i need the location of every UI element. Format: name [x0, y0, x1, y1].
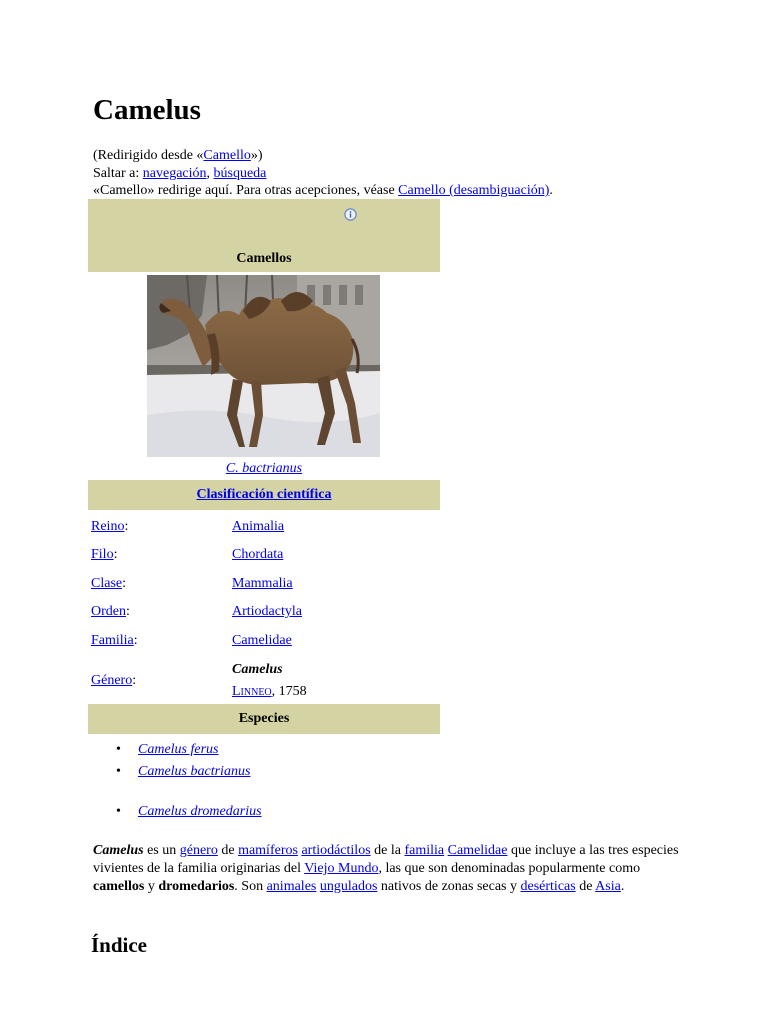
authority-year: , 1758	[271, 684, 307, 699]
intro-text: nativos de zonas secas y	[377, 879, 521, 894]
rank-colon: :	[133, 633, 138, 648]
taxonomy-value-reino	[232, 518, 284, 536]
taxonomy-value-filo	[232, 546, 283, 564]
genus-name: Camelus	[232, 662, 283, 677]
hatnote-text: «Camello» redirige aquí. Para otras acepciones, véase	[93, 183, 399, 198]
mamiferos-link[interactable]: mamíferos	[238, 843, 298, 858]
intro-text: de la	[370, 843, 405, 858]
intro-genus: Camelus	[93, 843, 144, 858]
toc-heading: Índice	[91, 933, 148, 957]
value-link[interactable]: Mammalia	[232, 576, 293, 591]
taxonomy-rank-orden	[91, 603, 130, 621]
value-link[interactable]: Camelidae	[232, 633, 292, 648]
taxonomy-rank-genero	[91, 672, 136, 690]
value-link[interactable]: Artiodactyla	[232, 604, 302, 619]
jump-separator: ,	[206, 166, 214, 181]
rank-colon: :	[126, 604, 130, 619]
redirect-suffix: »)	[250, 148, 263, 163]
hatnote-suffix: .	[549, 183, 553, 198]
value-link[interactable]: Chordata	[232, 547, 284, 562]
intro-text: de	[217, 843, 239, 858]
rank-link[interactable]: Orden	[91, 604, 126, 619]
page-title: Camelus	[93, 94, 201, 126]
rank-link[interactable]: Filo	[91, 547, 114, 562]
infobox-header	[88, 199, 440, 272]
redirect-note	[93, 147, 263, 164]
jump-search-link[interactable]: búsqueda	[213, 166, 267, 181]
hatnote	[93, 182, 553, 199]
bullet: •	[116, 804, 121, 819]
taxonomy-value-clase	[232, 575, 293, 593]
taxonomy-value-familia	[232, 632, 292, 650]
dromedarios-term: dromedarios	[158, 879, 235, 894]
rank-colon: :	[122, 576, 126, 591]
taxonomy-rank-filo	[91, 546, 117, 564]
value-link[interactable]: Animalia	[232, 519, 285, 534]
rank-link[interactable]: Género	[91, 673, 133, 688]
info-icon[interactable]	[344, 208, 357, 221]
jump-navigation-link[interactable]: navegación	[142, 166, 207, 181]
intro-paragraph	[93, 842, 683, 896]
bullet: •	[116, 742, 121, 757]
genus-authority	[232, 683, 307, 701]
intro-text: de	[575, 879, 596, 894]
rank-link[interactable]: Clase	[91, 576, 123, 591]
intro-text: , las que son denominadas popularmente como	[378, 861, 641, 876]
intro-text: y	[144, 879, 159, 894]
rank-link[interactable]: Reino	[91, 519, 125, 534]
species-link[interactable]: Camelus dromedarius	[138, 804, 262, 819]
jump-prefix: Saltar a:	[93, 166, 143, 181]
species-link[interactable]: Camelus bactrianus	[138, 764, 251, 779]
redirect-source-link[interactable]: Camello	[203, 148, 251, 163]
rank-link[interactable]: Familia	[91, 633, 134, 648]
species-link[interactable]: Camelus ferus	[138, 742, 219, 757]
species-header: Especies	[88, 704, 440, 734]
familia-link[interactable]: familia	[404, 843, 445, 858]
viejo-mundo-link[interactable]: Viejo Mundo	[304, 861, 379, 876]
classification-header	[88, 480, 440, 510]
rank-colon: :	[124, 519, 129, 534]
intro-text: que incluye a las tres especies vivientes de la familia originarias del	[93, 843, 679, 876]
asia-link[interactable]: Asia	[595, 879, 621, 894]
deserticas-link[interactable]: desérticas	[520, 879, 576, 894]
artiodactilos-link[interactable]: artiodáctilos	[301, 843, 371, 858]
camelidae-link[interactable]: Camelidae	[447, 843, 508, 858]
rank-colon: :	[113, 547, 118, 562]
redirect-prefix: (Redirigido desde «	[93, 148, 204, 163]
taxonomy-rank-reino	[91, 518, 128, 536]
image-caption	[88, 460, 440, 478]
disambiguation-link[interactable]: Camello (desambiguación)	[398, 183, 550, 198]
camel-photo[interactable]	[147, 275, 380, 457]
bullet: •	[116, 764, 121, 779]
caption-link[interactable]: C. bactrianus	[225, 461, 303, 476]
taxonomy-rank-clase	[91, 575, 126, 593]
intro-text: .	[620, 879, 625, 894]
ungulados-link[interactable]: ungulados	[319, 879, 378, 894]
camellos-term: camellos	[93, 879, 145, 894]
intro-text: es un	[143, 843, 180, 858]
rank-colon: :	[132, 673, 137, 688]
animales-link[interactable]: animales	[266, 879, 317, 894]
jump-links	[93, 165, 266, 182]
taxonomy-value-orden	[232, 603, 302, 621]
classification-link[interactable]: Clasificación científica	[196, 487, 332, 502]
infobox-title: Camellos	[236, 251, 292, 266]
intro-text: . Son	[234, 879, 267, 894]
taxonomy-rank-familia	[91, 632, 138, 650]
genero-link[interactable]: género	[179, 843, 218, 858]
authority-link[interactable]: Linneo	[232, 684, 272, 699]
